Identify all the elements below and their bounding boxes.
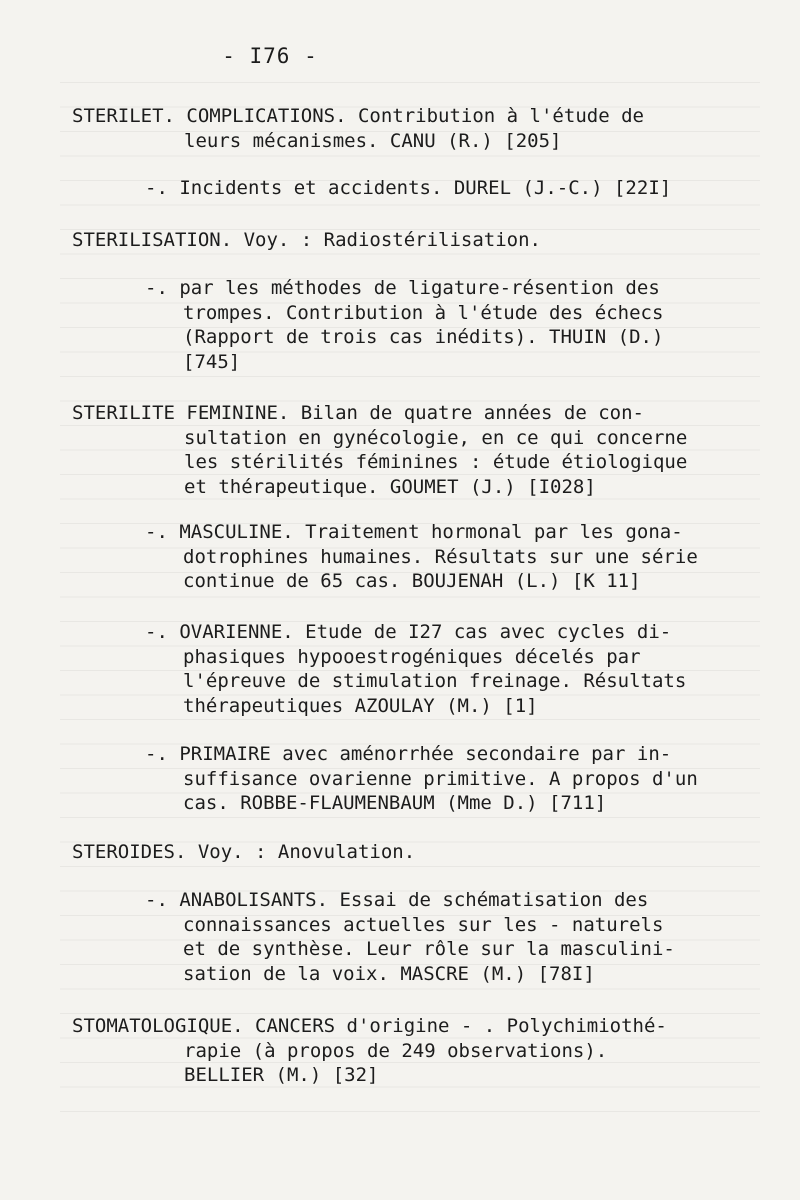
index-entry-masculine — [145, 520, 745, 594]
entry-line: STERILET. COMPLICATIONS. Contribution à l'étude de — [72, 105, 644, 127]
index-entry-sterilet-complications — [72, 104, 742, 153]
entry-line: leurs mécanismes. CANU (R.) [205] — [184, 129, 562, 152]
index-entry-ligature-trompes — [145, 276, 745, 374]
entry-line: (Rapport de trois cas inédits). THUIN (D.) — [183, 326, 664, 348]
entry-line: STERILISATION. Voy. : Radiostérilisation. — [72, 229, 541, 251]
page-number: - I76 - — [222, 44, 318, 68]
entry-line: -. Incidents et accidents. DUREL (J.-C.) [22I] — [145, 177, 672, 199]
entry-line: STOMATOLOGIQUE. CANCERS d'origine - . Polychimiothé- — [72, 1015, 667, 1037]
entry-line: dotrophines humaines. Résultats sur une série — [183, 545, 698, 568]
index-entry-stomatologique — [72, 1014, 742, 1088]
entry-line: et thérapeutique. GOUMET (J.) [I028] — [184, 475, 596, 498]
entry-line: -. OVARIENNE. Etude de I27 cas avec cycles di- — [145, 621, 672, 643]
entry-line: rapie (à propos de 249 observations). — [184, 1039, 608, 1062]
entry-line: -. PRIMAIRE avec aménorrhée secondaire par in- — [145, 743, 672, 765]
entry-line: cas. ROBBE-FLAUMENBAUM (Mme D.) [711] — [183, 792, 607, 814]
entry-line: connaissances actuelles sur les - naturels — [183, 913, 664, 936]
entry-line: [745] — [183, 350, 241, 373]
entry-line: et de synthèse. Leur rôle sur la masculini- — [183, 938, 675, 960]
index-entry-sterilite-feminine — [72, 401, 742, 499]
entry-line: trompes. Contribution à l'étude des échecs — [183, 301, 664, 324]
index-entry-anabolisants — [145, 888, 745, 986]
entry-line: les stérilités féminines : étude étiologique — [184, 451, 688, 473]
entry-line: continue de 65 cas. BOUJENAH (L.) [K 11] — [183, 570, 641, 592]
entry-line: phasiques hypooestrogéniques décelés par — [183, 645, 641, 668]
index-entry-primaire — [145, 742, 745, 816]
index-entry-ovarienne — [145, 620, 745, 718]
entry-line: -. par les méthodes de ligature-résention des — [145, 277, 660, 299]
entry-line: l'épreuve de stimulation freinage. Résultats — [183, 670, 687, 692]
entry-line: -. MASCULINE. Traitement hormonal par les gona- — [145, 521, 683, 543]
index-entry-steroides — [72, 840, 742, 865]
entry-line: suffisance ovarienne primitive. A propos d'un — [183, 767, 698, 790]
index-entry-sterilisation — [72, 228, 742, 253]
entry-line: thérapeutiques AZOULAY (M.) [1] — [183, 694, 538, 717]
entry-line: -. ANABOLISANTS. Essai de schématisation des — [145, 889, 649, 911]
entry-line: sation de la voix. MASCRE (M.) [78I] — [183, 962, 595, 985]
index-entry-incidents-accidents — [145, 176, 745, 201]
entry-line: sultation en gynécologie, en ce qui concerne — [184, 426, 688, 449]
entry-line: BELLIER (M.) [32] — [184, 1064, 379, 1086]
entry-line: STEROIDES. Voy. : Anovulation. — [72, 841, 416, 863]
entry-line: STERILITE FEMININE. Bilan de quatre années de con- — [72, 402, 644, 424]
